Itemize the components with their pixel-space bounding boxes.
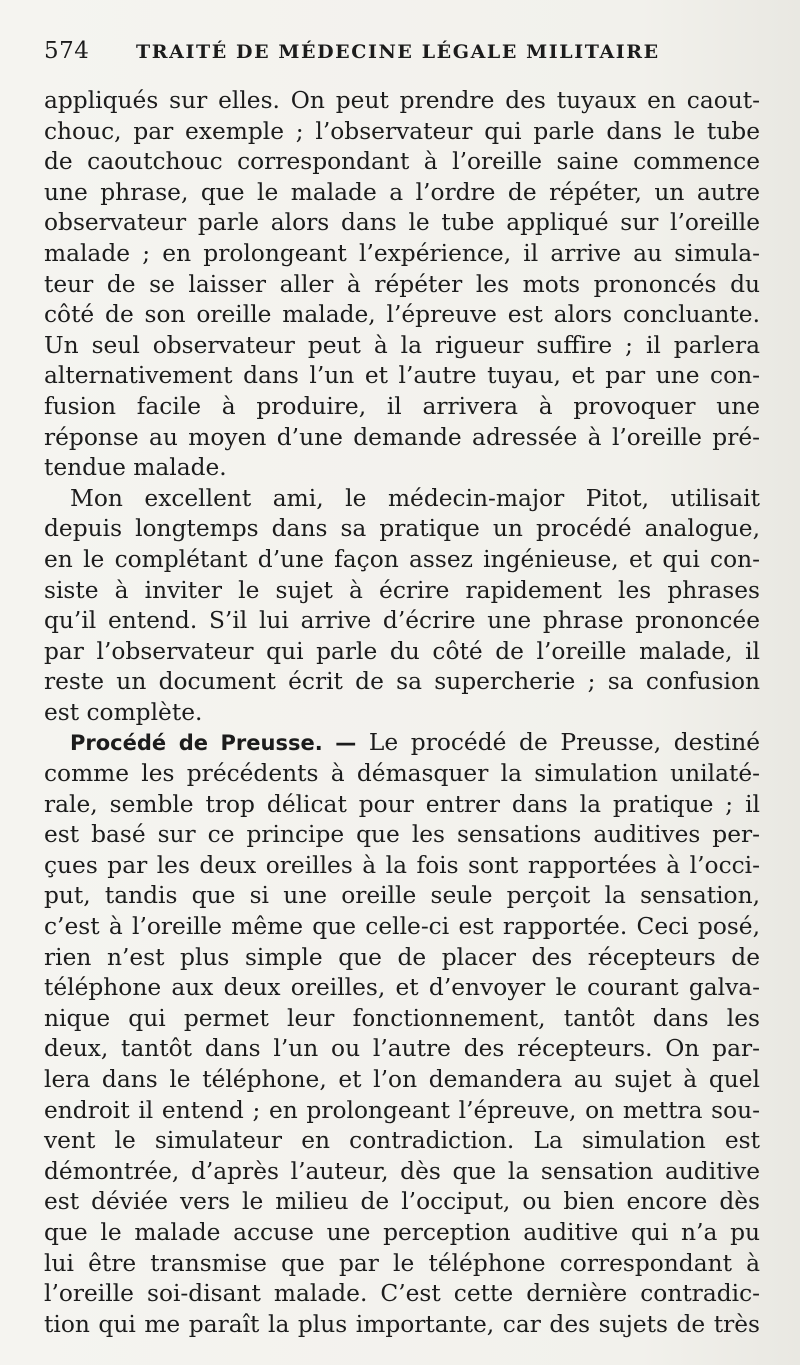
text-line: Mon excellent ami, le médecin-major Pitot, utilisait xyxy=(70,484,760,512)
text-line: siste à inviter le sujet à écrire rapidement les phrases xyxy=(44,576,760,604)
text-line: l’oreille soi-disant malade. C’est cette dernière contradic- xyxy=(44,1280,760,1308)
text-line: nique qui permet leur fonctionnement, tantôt dans les xyxy=(44,1004,760,1032)
text-line: lui être transmise que par le téléphone correspondant à xyxy=(44,1249,760,1277)
text-line: une phrase, que le malade a l’ordre de répéter, un autre xyxy=(44,178,760,206)
text-line: malade ; en prolongeant l’expérience, il arrive au simula- xyxy=(44,239,760,267)
text-line: reste un document écrit de sa supercherie ; sa confusion xyxy=(44,668,760,696)
text-line: est déviée vers le milieu de l’occiput, ou bien encore dès xyxy=(44,1188,760,1216)
text-line: par l’observateur qui parle du côté de l’oreille malade, il xyxy=(44,637,760,665)
text-line: en le complétant d’une façon assez ingénieuse, et qui con- xyxy=(44,545,760,573)
text-line-rest: Le procédé de Preusse, destiné xyxy=(368,729,761,757)
running-head xyxy=(44,38,760,78)
text-line: endroit il entend ; en prolongeant l’épreuve, on mettra sou- xyxy=(44,1096,760,1124)
text-line: que le malade accuse une perception auditive qui n’a pu xyxy=(44,1218,760,1246)
text-line: Un seul observateur peut à la rigueur suffire ; il parlera xyxy=(44,331,760,359)
text-line: observateur parle alors dans le tube appliqué sur l’oreille xyxy=(44,209,760,237)
text-line: c’est à l’oreille même que celle-ci est rapportée. Ceci posé, xyxy=(44,913,760,941)
text-line: est complète. xyxy=(44,698,203,726)
text-line: çues par les deux oreilles à la fois sont rapportées à l’occi- xyxy=(44,851,760,879)
text-line: rale, semble trop délicat pour entrer dans la pratique ; il xyxy=(44,790,760,818)
text-line: teur de se laisser aller à répéter les mots prononcés du xyxy=(44,270,760,298)
text-line: qu’il entend. S’il lui arrive d’écrire une phrase prononcée xyxy=(44,607,760,635)
text-line: depuis longtemps dans sa pratique un procédé analogue, xyxy=(44,515,760,543)
body-text xyxy=(44,86,760,1340)
text-line: appliqués sur elles. On peut prendre des tuyaux en caout- xyxy=(44,87,760,114)
text-line: côté de son oreille malade, l’épreuve est alors concluante. xyxy=(44,301,760,329)
text-line: réponse au moyen d’une demande adressée à l’oreille pré- xyxy=(44,423,760,451)
text-line: deux, tantôt dans l’un ou l’autre des récepteurs. On par- xyxy=(44,1035,760,1063)
text-line: fusion facile à produire, il arrivera à provoquer une xyxy=(44,392,760,420)
text-line: vent le simulateur en contradiction. La simulation est xyxy=(44,1127,760,1155)
section-heading: Procédé de Preusse. — xyxy=(70,731,357,756)
text-line: comme les précédents à démasquer la simulation unilaté- xyxy=(44,760,760,788)
text-line: est basé sur ce principe que les sensations auditives per- xyxy=(44,821,760,849)
text-line: démontrée, d’après l’auteur, dès que la sensation auditive xyxy=(44,1157,760,1185)
text-line: chouc, par exemple ; l’observateur qui parle dans le tube xyxy=(44,117,760,145)
text-line: rien n’est plus simple que de placer des récepteurs de xyxy=(44,943,760,971)
text-line: put, tandis que si une oreille seule perçoit la sensation, xyxy=(44,882,760,910)
text-line: tion qui me paraît la plus importante, car des sujets de très xyxy=(44,1310,760,1338)
text-line: de caoutchouc correspondant à l’oreille saine commence xyxy=(44,148,760,176)
text-line: téléphone aux deux oreilles, et d’envoyer le courant galva- xyxy=(44,974,760,1002)
text-line: alternativement dans l’un et l’autre tuyau, et par une con- xyxy=(44,362,760,390)
text-line xyxy=(44,728,760,759)
page-number: 574 xyxy=(44,38,90,64)
text-line: lera dans le téléphone, et l’on demandera au sujet à quel xyxy=(44,1066,760,1093)
running-title: TRAITÉ DE MÉDECINE LÉGALE MILITAIRE xyxy=(136,41,660,63)
text-line: tendue malade. xyxy=(44,454,227,482)
